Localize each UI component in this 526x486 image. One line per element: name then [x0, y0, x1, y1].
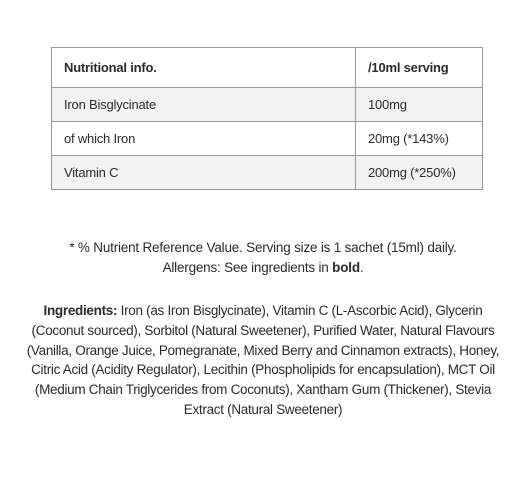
nutrient-value: 100mg: [356, 88, 483, 122]
ingredients-text: Iron (as Iron Bisglycinate), Vitamin C (L-Ascorbic Acid), Glycerin (Coconut sourced), Sorbitol (Natural Sweetener), Purified Water, Natural Flavours (Vanilla, Orange Juice, Pomegranate, Mixed Berry and Cinnamon extracts), Honey, Citric Acid (Acidity Regulator), Lecithin (Phospholipids for encapsulation), MCT Oil (Medium Chain Triglycerides from Coconuts), Xantham Gum (Thickener), Stevia Extract (Natural Sweetener): [26, 303, 500, 417]
allergens-period: .: [359, 260, 364, 275]
header-serving: /10ml serving: [356, 48, 483, 88]
nutrient-name: Iron Bisglycinate: [52, 88, 356, 122]
allergens-bold: bold: [332, 260, 360, 275]
ingredients-label: Ingredients:: [43, 303, 118, 318]
ingredients-paragraph: [24, 301, 502, 420]
footnote: [0, 238, 526, 278]
nutrient-value: 200mg (*250%): [356, 156, 483, 190]
table-header-row: [52, 48, 483, 88]
table-row: [52, 122, 483, 156]
allergens-text: Allergens: See ingredients in: [162, 260, 333, 275]
nutrient-name: Vitamin C: [52, 156, 356, 190]
allergens-note: [0, 258, 526, 278]
nutrient-name: of which Iron: [52, 122, 356, 156]
table-row: [52, 156, 483, 190]
header-label: Nutritional info.: [52, 48, 356, 88]
table-row: [52, 88, 483, 122]
nutrient-value: 20mg (*143%): [356, 122, 483, 156]
nrv-note: * % Nutrient Reference Value. Serving size is 1 sachet (15ml) daily.: [69, 240, 457, 255]
nutrition-table: [51, 47, 483, 190]
